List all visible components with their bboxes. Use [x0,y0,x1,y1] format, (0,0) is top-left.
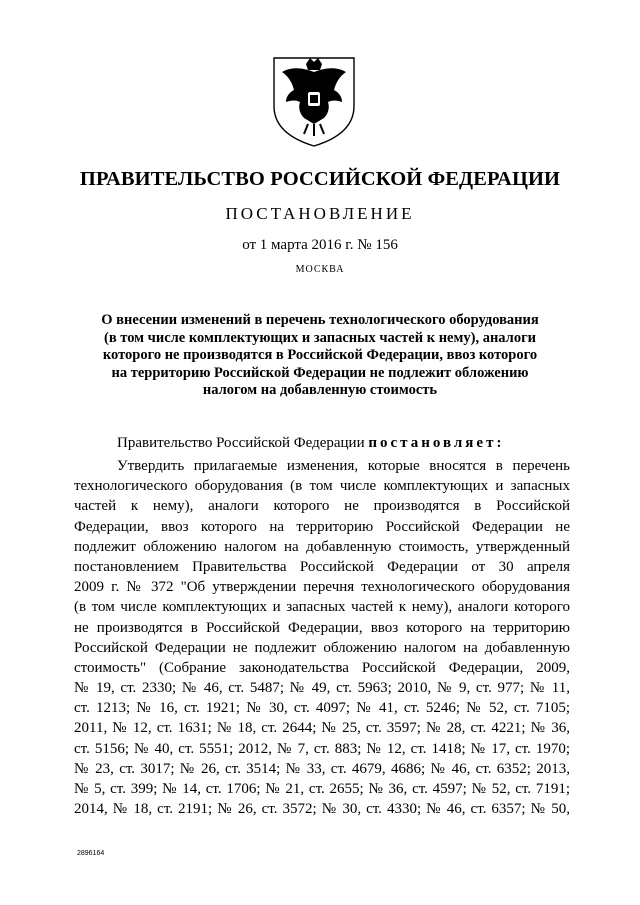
document-body [74,456,570,819]
city: МОСКВА [295,264,345,275]
body-line: подлежит обложению налогом на добавленную стоимость, утвержденный [74,538,570,555]
body-line: постановлением Правительства Российской Федерации от 30 апреля [74,558,570,575]
document-code: 2896164 [77,850,105,857]
title-line: (в том числе комплектующих и запасных частей к нему), аналоги [103,329,537,346]
intro-emphasis: постановляет: [368,435,505,451]
body-line: 2009 г. № 372 "Об утверждении перечня технологического оборудования [74,579,570,596]
government-name: ПРАВИТЕЛЬСТВО РОССИЙСКОЙ ФЕДЕРАЦИИ [79,168,561,190]
document-type: ПОСТАНОВЛЕНИЕ [225,204,415,223]
coat-of-arms-emblem [268,50,360,148]
title-line: О внесении изменений в перечень технологического оборудования [101,312,539,328]
document-title [80,312,560,400]
double-headed-eagle-icon [268,50,360,148]
body-line: технологического оборудования (в том числе комплектующих и запасных [74,478,570,495]
body-line: ст. 1213; № 16, ст. 1921; № 30, ст. 4097; № 41, ст. 5246; № 52, ст. 7105; [74,700,570,717]
intro-text: Правительство Российской Федерации [117,435,369,451]
body-line: Утвердить прилагаемые изменения, которые вносятся в перечень [117,458,570,474]
body-line: стоимость" (Собрание законодательства Российской Федерации, 2009, [74,659,570,676]
title-line: налогом на добавленную стоимость [202,382,438,398]
title-line: которого не производятся в Российской Федерации, ввоз которого [102,347,538,363]
body-line: № 19, ст. 2330; № 46, ст. 5487; № 49, ст. 5963; 2010, № 9, ст. 977; № 11, [74,680,570,697]
body-line: (в том числе комплектующих и запасных частей к нему), аналоги которого [74,599,570,616]
body-line: Российской Федерации не подлежит обложению налогом на добавленную [74,639,570,656]
body-line: № 23, ст. 3017; № 26, ст. 3514; № 33, ст. 4679, 4686; № 46, ст. 6352; 2013, [74,760,570,777]
body-line: не производятся в Российской Федерации, ввоз которого на территорию [74,619,570,636]
body-line: частей к нему), аналоги которого не производятся в Российской [74,498,570,515]
title-line: на территорию Российской Федерации не подлежит обложению [111,364,529,381]
date-and-number: от 1 марта 2016 г. № 156 [242,237,398,253]
body-line: 2011, № 12, ст. 1631; № 18, ст. 2644; № 25, ст. 3597; № 28, ст. 4221; № 36, [74,720,570,737]
body-line: 2014, № 18, ст. 2191; № 26, ст. 3572; № 30, ст. 4330; № 46, ст. 6357; № 50, [74,801,570,818]
resolution-intro [117,435,504,452]
body-line: ст. 5156; № 40, ст. 5551; 2012, № 7, ст. 883; № 12, ст. 1418; № 17, ст. 1970; [74,740,570,757]
body-line: № 5, ст. 399; № 14, ст. 1706; № 21, ст. 2655; № 36, ст. 4597; № 52, ст. 7191; [74,781,570,797]
body-line: Федерации, ввоз которого на территорию Российской Федерации не [74,518,570,535]
